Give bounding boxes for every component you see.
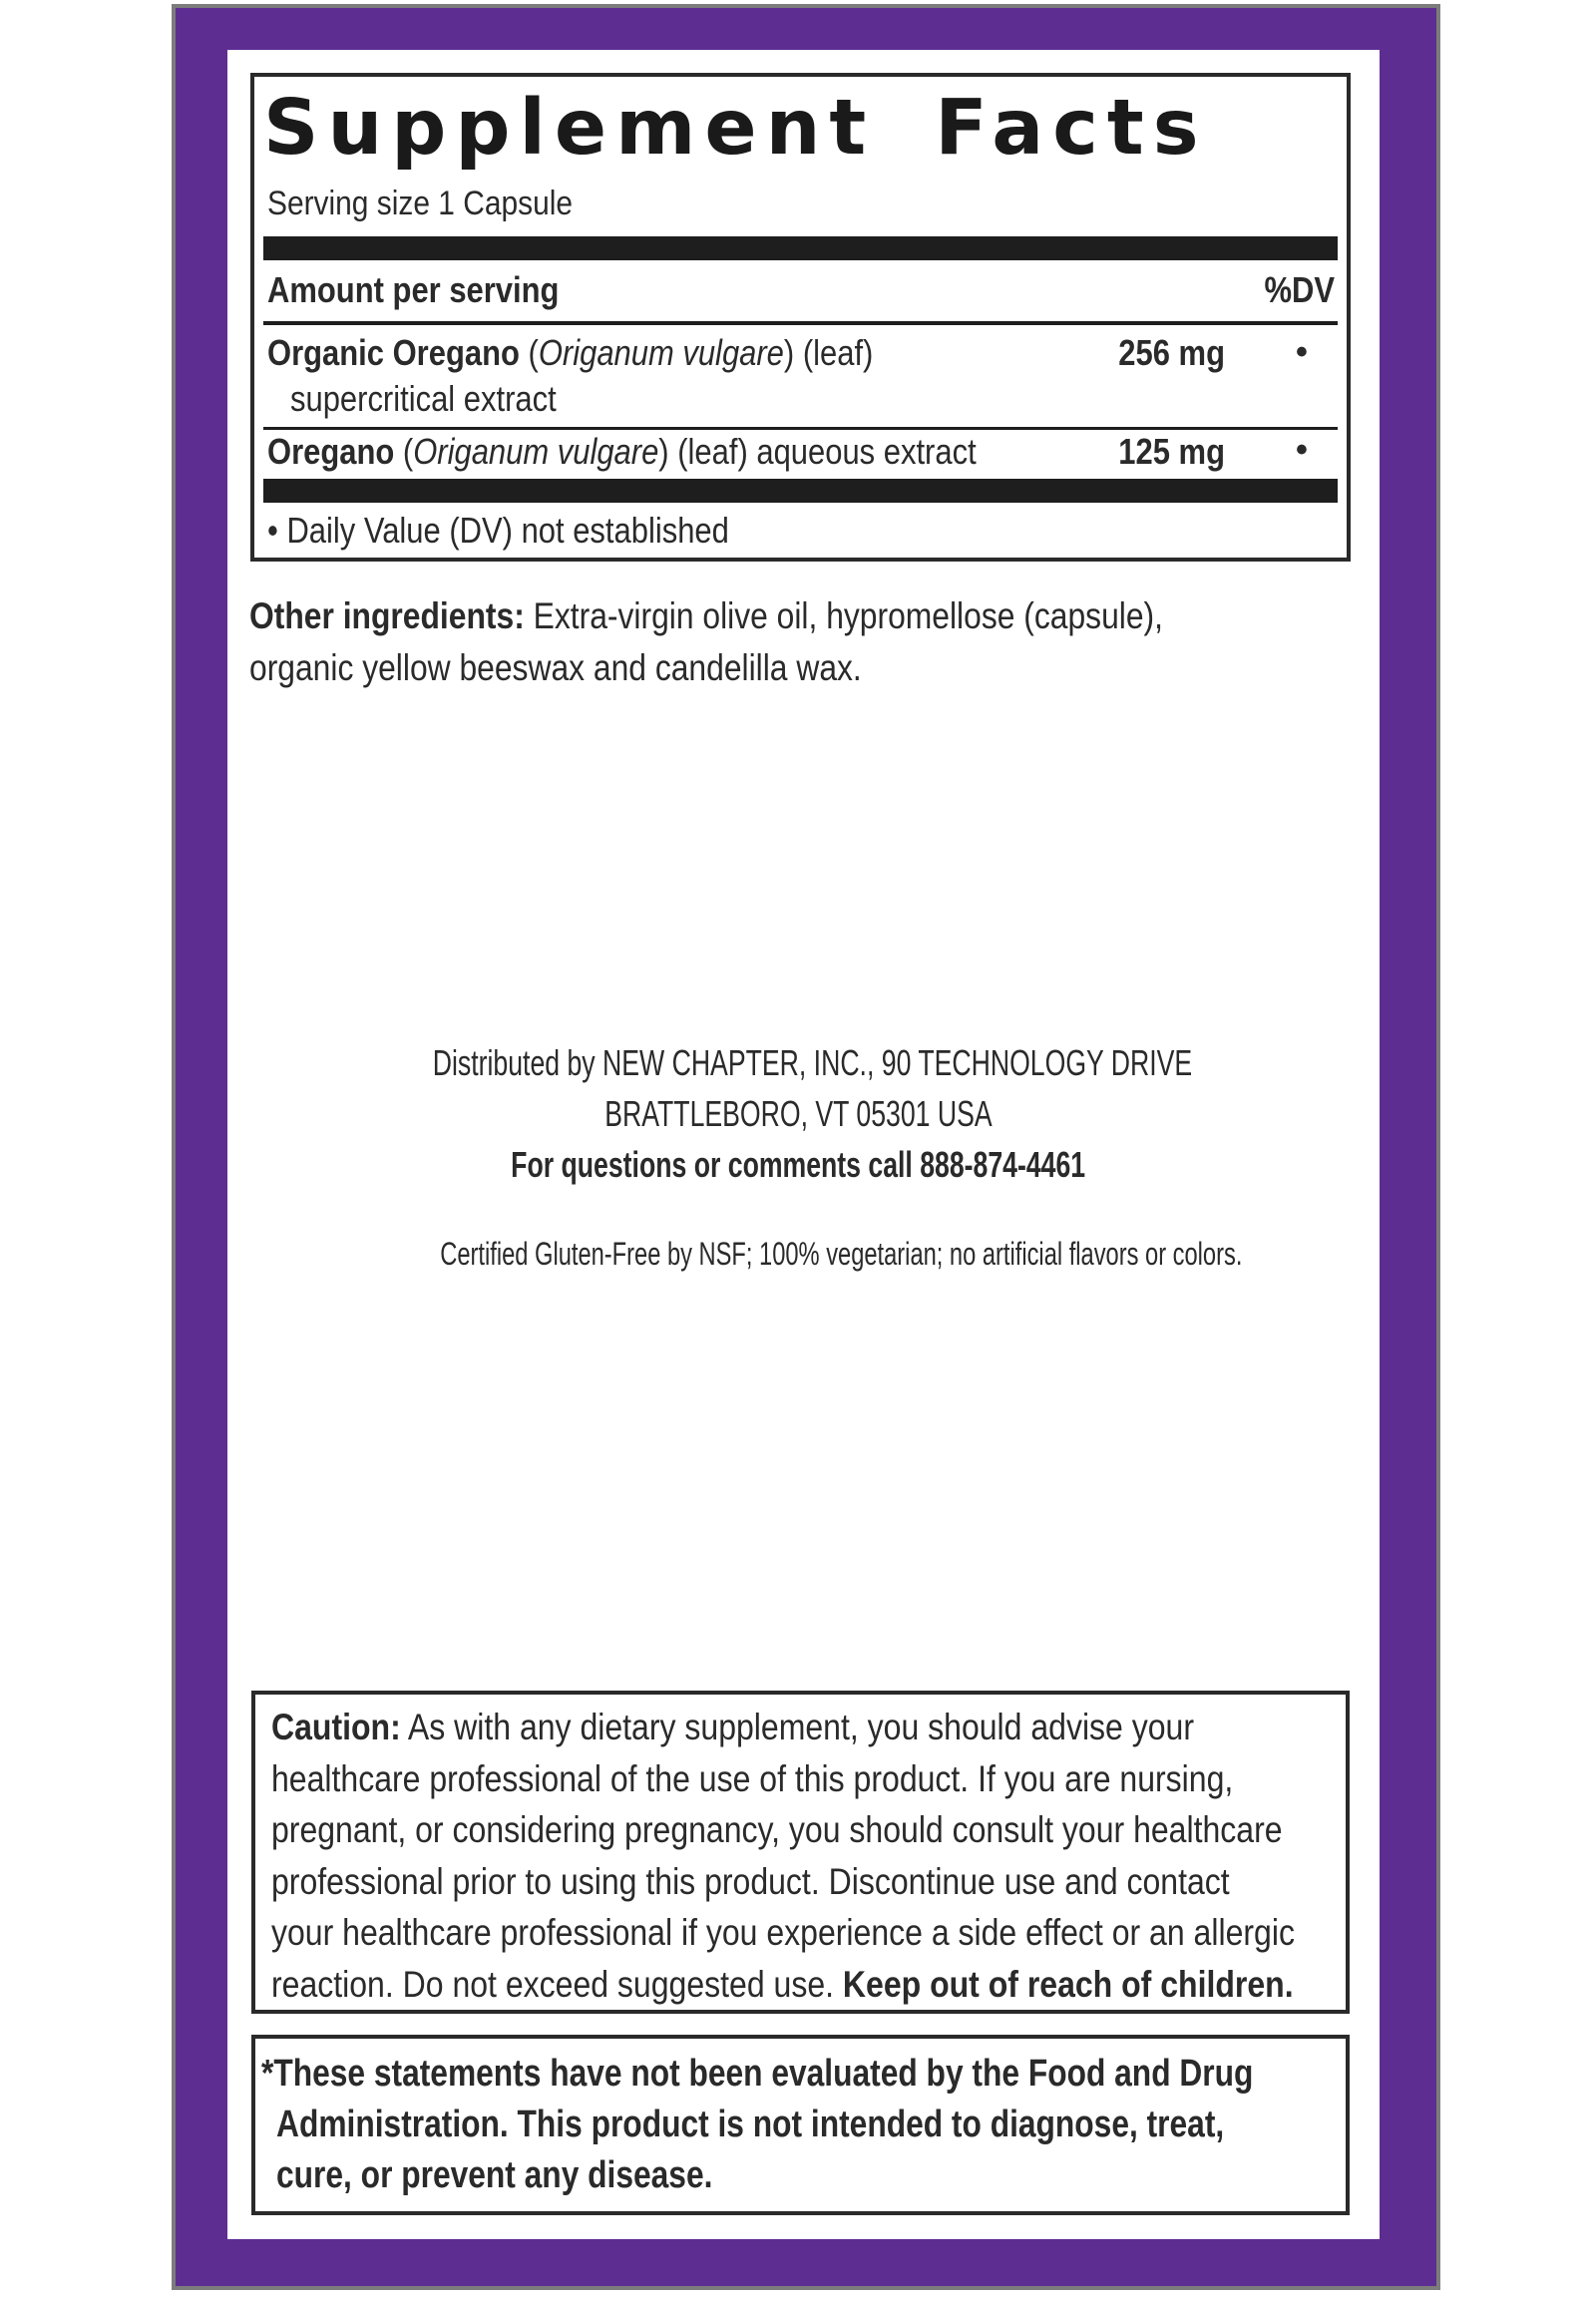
dv-footnote: • Daily Value (DV) not established (267, 510, 729, 551)
title-word-2: Facts (935, 84, 1208, 173)
caution-label: Caution: (271, 1707, 401, 1747)
certification-text: Certified Gluten-Free by NSF; 100% vegetarian; no artificial flavors or colors. (440, 1236, 1243, 1272)
contact-line: For questions or comments call 888-874-4461 (511, 1144, 1085, 1185)
caution-text: Caution: As with any dietary supplement, you should advise your healthcare professional of the use of this product. If you are nursing, pregnant, or considering pregnancy, you should consult your healthcare professional prior to using this product. Discontinue use and contact your healthcare professional if you experience a side effect or an allergic reaction. Do not exceed suggested use. Keep out of reach of children. (271, 1707, 1295, 2005)
ingredient-2-name: Oregano (Origanum vulgare) (leaf) aqueous extract (267, 431, 977, 472)
thin-rule-header (263, 321, 1338, 325)
fda-disclaimer-text: *These statements have not been evaluated by the Food and Drug Administration. This product is not intended to diagnose, treat, cure, or prevent any disease. (261, 2053, 1254, 2196)
serving-size: Serving size 1 Capsule (267, 185, 574, 222)
caution-emphasis: Keep out of reach of children. (842, 1963, 1294, 2005)
ingredient-1-dv: • (1296, 333, 1308, 371)
other-ingredients: Other ingredients: Extra-virgin olive oil, hypromellose (capsule), organic yellow beeswax and candelilla wax. (249, 595, 1163, 688)
thick-rule-top (263, 236, 1338, 260)
other-ingredients-label: Other ingredients: (249, 595, 525, 636)
thin-rule-ingredients (263, 427, 1338, 430)
title-word-1: Supplement (263, 84, 876, 173)
ingredient-2-amount: 125 mg (1118, 431, 1225, 472)
amount-per-serving-header: Amount per serving (267, 269, 560, 310)
ingredient-1-name: Organic Oregano (Origanum vulgare) (leaf) (267, 332, 874, 373)
ingredient-1-amount: 256 mg (1118, 332, 1225, 373)
distributor-line-1: Distributed by NEW CHAPTER, INC., 90 TECHNOLOGY DRIVE (432, 1042, 1193, 1083)
ingredient-2-dv: • (1296, 431, 1308, 469)
thick-rule-bottom (263, 479, 1338, 503)
dv-header: %DV (1264, 269, 1335, 310)
ingredient-1-continuation: supercritical extract (290, 378, 557, 419)
supplement-facts-title (263, 84, 1341, 174)
distributor-line-2: BRATTLEBORO, VT 05301 USA (603, 1093, 993, 1134)
